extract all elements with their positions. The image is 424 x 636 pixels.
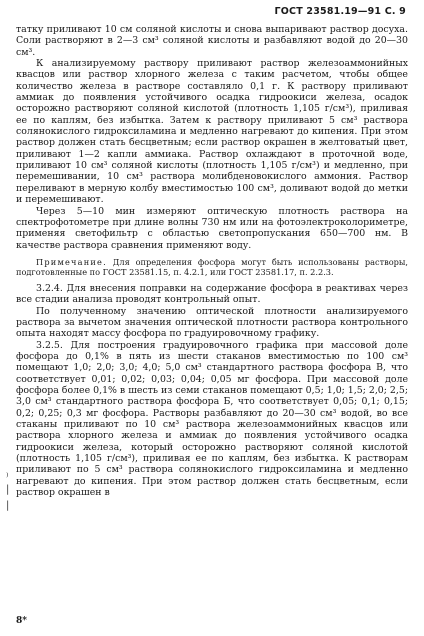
note — [16, 257, 408, 277]
paragraph-iron-addition: К анализируемому раствору приливают раствор железоаммонийных квасцов или раствор хлорного железа с таким расчетом, чтобы общее количество железа в растворе составляло 0,1 г. К раствору приливают аммиак до появления устойчивого осадка гидроокиси железа, осадок осторожно растворяют соляной кислотой (плотность 1,105 г/см³), приливая ее по каплям, без избытка. Затем к раствору приливают 5 см³ раствора солянокислого гидроксиламина и медленно нагревают до кипения. При этом раствор должен стать бесцветным; если раствор окрашен в желтоватый цвет, приливают 1—2 капли аммиака. Раствор охлаждают в проточной воде, приливают 10 см³ соляной кислоты (плотность 1,105 г/см³) и медленно, при перемешивании, 10 см³ раствора молибденовокислого аммония. Раствор переливают в мерную колбу вместимостью 100 см³, доливают водой до метки и перемешивают. — [16, 58, 408, 206]
margin-mark: | — [6, 484, 10, 495]
page-header: ГОСТ 23581.19—91 С. 9 — [274, 6, 406, 17]
paragraph-continuation: татку приливают 10 см соляной кислоты и снова выпаривают раствор досуха. Соли растворяют в 2—3 см³ соляной кислоты и разбавляют водой до 20—30 см³. — [16, 24, 408, 58]
paragraph-3-2-5: 3.2.5. Для построения градуировочного графика при массовой доле фосфора до 0,1% в пять из шести стаканов вместимостью по 100 см³ помещают 1,0; 2,0; 3,0; 4,0; 5,0 см³ стандартного раствора фосфора В, что соответствует 0,01; 0,02; 0,03; 0,04; 0,05 мг фосфора. При массовой доле фосфора более 0,1% в шесть из семи стаканов помещают 0,5; 1,0; 1,5; 2,0; 2,5; 3,0 см³ стандартного раствора фосфора Б, что соответствует 0,05; 0,1; 0,15; 0,2; 0,25; 0,3 мг фосфора. Растворы разбавляют до 20—30 см³ водой, во все стаканы приливают по 10 см³ раствора железоаммонийных квасцов или раствора хлорного железа и аммиак до появления устойчивого осадка гидроокиси железа, который осторожно растворяют соляной кислотой (плотность 1,105 г/см³), приливая ее по каплям, без избытка. К растворам приливают по 5 см³ раствора солянокислого гидроксиламина и медленно нагревают до кипения. При этом раствор должен стать бесцветным, если раствор окрашен в — [16, 339, 408, 499]
footer-mark: 8* — [16, 616, 27, 626]
body-text — [16, 24, 408, 498]
margin-mark: | — [6, 500, 10, 511]
paragraph-measurement: Через 5—10 мин измеряют оптическую плотность раствора на спектрофотометре при длине волны 730 нм или на фотоэлектроколориметре, применяя светофильтр с областью светопропускания 650—700 нм. В качестве раствора сравнения применяют воду. — [16, 205, 408, 251]
note-text: Для определения фосфора могут быть использованы растворы, подготовленные по ГОСТ 23581.15, п. 4.2.1, или ГОСТ 23581.17, п. 2.2.3. — [16, 256, 408, 277]
note-label: Примечание. — [36, 256, 107, 267]
paragraph-3-2-4: 3.2.4. Для внесения поправки на содержание фосфора в реактивах через все стадии анализа проводят контрольный опыт. — [16, 282, 408, 306]
paragraph-correction: По полученному значению оптической плотности анализируемого раствора за вычетом значения оптической плотности раствора контрольного опыта находят массу фосфора по градуировочному графику. — [16, 305, 408, 340]
margin-mark: ⁾ — [6, 472, 9, 483]
